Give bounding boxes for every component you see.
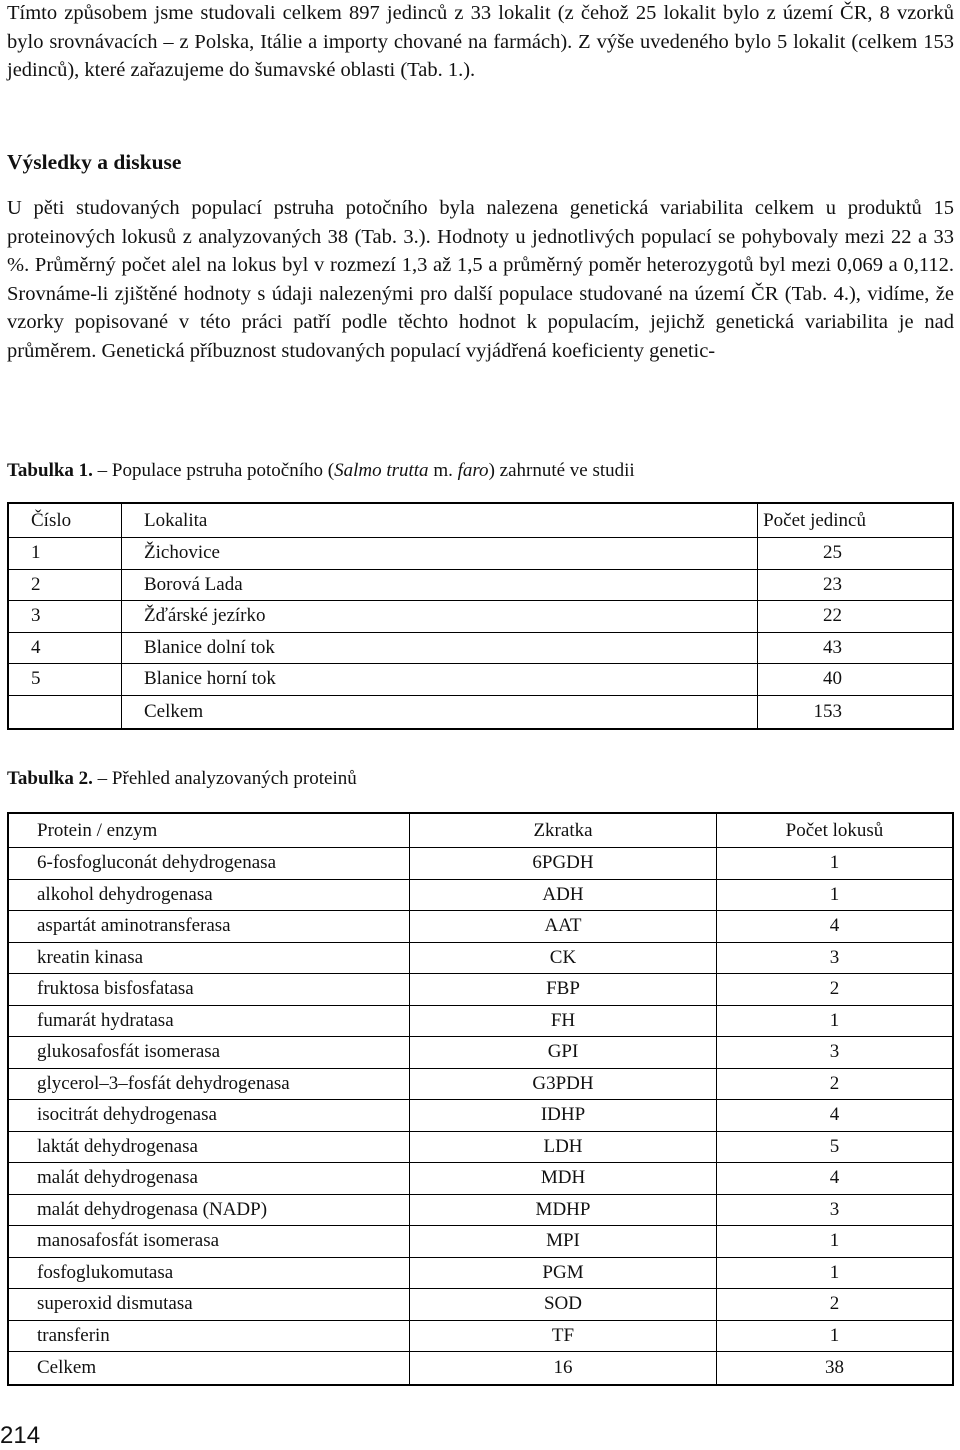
table2-caption-text: – Přehled analyzovaných proteinů	[92, 768, 357, 789]
table-row	[8, 848, 953, 880]
table-row	[8, 1320, 953, 1352]
table2-cell-loci: 1	[717, 848, 954, 880]
table2-header-loci: Počet lokusů	[717, 813, 954, 848]
table2	[7, 812, 954, 1386]
table2-cell-abbreviation: GPI	[410, 1037, 717, 1069]
table1-cell-count: 23	[758, 569, 954, 601]
table-row	[8, 664, 953, 696]
table2-cell-loci: 5	[717, 1131, 954, 1163]
table2-cell-loci: 3	[717, 1194, 954, 1226]
table1-header-row	[8, 503, 953, 538]
table1-header-number: Číslo	[8, 503, 122, 538]
table2-cell-abbreviation: LDH	[410, 1131, 717, 1163]
table-row	[8, 1037, 953, 1069]
table2-total-loci: 38	[717, 1352, 954, 1386]
table1-caption-form: faro	[457, 460, 489, 481]
table1-header-locality: Lokalita	[122, 503, 758, 538]
table2-cell-loci: 4	[717, 1100, 954, 1132]
table2-cell-protein: glycerol–3–fosfát dehydrogenasa	[8, 1068, 410, 1100]
table2-cell-protein: manosafosfát isomerasa	[8, 1226, 410, 1258]
table2-cell-protein: malát dehydrogenasa	[8, 1163, 410, 1195]
table2-cell-loci: 3	[717, 942, 954, 974]
table1-cell-locality: Žichovice	[122, 538, 758, 570]
table1-caption-post: ) zahrnuté ve studii	[488, 460, 635, 481]
table1	[7, 502, 954, 730]
table-row	[8, 538, 953, 570]
table2-cell-loci: 1	[717, 1257, 954, 1289]
table1-label: Tabulka 1.	[7, 460, 93, 481]
section-title: Výsledky a diskuse	[7, 150, 182, 174]
table2-cell-abbreviation: ADH	[410, 879, 717, 911]
table1-total-label: Celkem	[122, 695, 758, 729]
table-row	[8, 1194, 953, 1226]
results-paragraph: U pěti studovaných populací pstruha potočního byla nalezena genetická variabilita celkem u produktů 15 proteinových lokusů z analyzovaných 38 (Tab. 3.). Hodnoty u jednotlivých populací se pohybovaly mezi 22 a 33 %. Průměrný počet alel na lokus byl v rozmezí 1,3 až 1,5 a průměrný poměr heterozygotů byl mezi 0,069 a 0,112. Srovnáme-li zjištěné hodnoty s údaji nalezenými pro další populace studované na území ČR (Tab. 4.), vidíme, že vzorky popisované v této práci patří podle těchto hodnot k populacím, jejichž genetická variabilita je nad průměrem. Genetická příbuznost studovaných populací vyjádřená koeficienty genetic-	[7, 197, 954, 362]
table2-cell-loci: 1	[717, 1320, 954, 1352]
table-row	[8, 1068, 953, 1100]
table2-cell-protein: fosfoglukomutasa	[8, 1257, 410, 1289]
table2-label: Tabulka 2.	[7, 768, 93, 789]
table1-total-number	[8, 695, 122, 729]
table2-cell-abbreviation: PGM	[410, 1257, 717, 1289]
table2-cell-protein: 6-fosfogluconát dehydrogenasa	[8, 848, 410, 880]
table2-cell-protein: alkohol dehydrogenasa	[8, 879, 410, 911]
table2-cell-abbreviation: IDHP	[410, 1100, 717, 1132]
table-row	[8, 1100, 953, 1132]
table2-header-row	[8, 813, 953, 848]
table2-cell-loci: 3	[717, 1037, 954, 1069]
table2-cell-abbreviation: 6PGDH	[410, 848, 717, 880]
table1-cell-number: 5	[8, 664, 122, 696]
table2-cell-loci: 4	[717, 1163, 954, 1195]
table1-cell-locality: Žďárské jezírko	[122, 601, 758, 633]
table2-cell-abbreviation: FH	[410, 1005, 717, 1037]
table2-total-row	[8, 1352, 953, 1386]
table2-header-abbreviation: Zkratka	[410, 813, 717, 848]
table2-cell-loci: 1	[717, 1226, 954, 1258]
table2-cell-loci: 1	[717, 879, 954, 911]
table1-header-count: Počet jedinců	[758, 503, 954, 538]
table-row	[8, 1289, 953, 1321]
table2-cell-protein: aspartát aminotransferasa	[8, 911, 410, 943]
table-row	[8, 1005, 953, 1037]
table2-cell-protein: laktát dehydrogenasa	[8, 1131, 410, 1163]
table2-cell-abbreviation: MDHP	[410, 1194, 717, 1226]
table1-cell-number: 3	[8, 601, 122, 633]
table2-total-abbreviations: 16	[410, 1352, 717, 1386]
table2-cell-protein: superoxid dismutasa	[8, 1289, 410, 1321]
table2-cell-protein: fruktosa bisfosfatasa	[8, 974, 410, 1006]
table2-cell-abbreviation: CK	[410, 942, 717, 974]
table2-cell-protein: malát dehydrogenasa (NADP)	[8, 1194, 410, 1226]
table2-header-protein: Protein / enzym	[8, 813, 410, 848]
table1-caption-pre: – Populace pstruha potočního (	[92, 460, 335, 481]
table2-cell-loci: 2	[717, 1068, 954, 1100]
table1-caption	[7, 460, 635, 482]
table2-cell-protein: fumarát hydratasa	[8, 1005, 410, 1037]
table1-cell-number: 1	[8, 538, 122, 570]
table-row	[8, 1131, 953, 1163]
table2-cell-abbreviation: AAT	[410, 911, 717, 943]
table2-cell-protein: transferin	[8, 1320, 410, 1352]
table-row	[8, 1257, 953, 1289]
table-row	[8, 879, 953, 911]
table2-cell-abbreviation: FBP	[410, 974, 717, 1006]
table1-cell-number: 4	[8, 632, 122, 664]
table2-caption	[7, 768, 357, 790]
page-number: 214	[0, 1422, 41, 1449]
table-row	[8, 974, 953, 1006]
table-row	[8, 1226, 953, 1258]
table1-caption-mid: m.	[428, 460, 458, 481]
table2-cell-protein: glukosafosfát isomerasa	[8, 1037, 410, 1069]
table2-cell-abbreviation: TF	[410, 1320, 717, 1352]
table2-cell-abbreviation: MDH	[410, 1163, 717, 1195]
table-row	[8, 569, 953, 601]
table2-cell-loci: 1	[717, 1005, 954, 1037]
table-row	[8, 942, 953, 974]
table1-cell-count: 43	[758, 632, 954, 664]
table1-cell-number: 2	[8, 569, 122, 601]
table2-cell-protein: kreatin kinasa	[8, 942, 410, 974]
table2-cell-loci: 2	[717, 974, 954, 1006]
table2-cell-abbreviation: G3PDH	[410, 1068, 717, 1100]
table2-cell-abbreviation: MPI	[410, 1226, 717, 1258]
table2-cell-loci: 2	[717, 1289, 954, 1321]
table2-cell-protein: isocitrát dehydrogenasa	[8, 1100, 410, 1132]
table2-total-label: Celkem	[8, 1352, 410, 1386]
table1-cell-locality: Blanice horní tok	[122, 664, 758, 696]
table1-cell-locality: Borová Lada	[122, 569, 758, 601]
table1-cell-count: 22	[758, 601, 954, 633]
table-row	[8, 1163, 953, 1195]
table1-total-count: 153	[758, 695, 954, 729]
table-row	[8, 632, 953, 664]
table-row	[8, 911, 953, 943]
table1-cell-locality: Blanice dolní tok	[122, 632, 758, 664]
table-row	[8, 601, 953, 633]
table1-cell-count: 40	[758, 664, 954, 696]
intro-paragraph: Tímto způsobem jsme studovali celkem 897 jedinců z 33 lokalit (z čehož 25 lokalit bylo z území ČR, 8 vzorků bylo srovnávacích – z Polska, Itálie a importy chované na farmách). Z výše uvedeného bylo 5 lokalit (celkem 153 jedinců), které zařazujeme do šumavské oblasti (Tab. 1.).	[7, 2, 954, 81]
table1-caption-species: Salmo trutta	[334, 460, 429, 481]
table1-total-row	[8, 695, 953, 729]
table2-cell-abbreviation: SOD	[410, 1289, 717, 1321]
table2-cell-loci: 4	[717, 911, 954, 943]
table1-cell-count: 25	[758, 538, 954, 570]
